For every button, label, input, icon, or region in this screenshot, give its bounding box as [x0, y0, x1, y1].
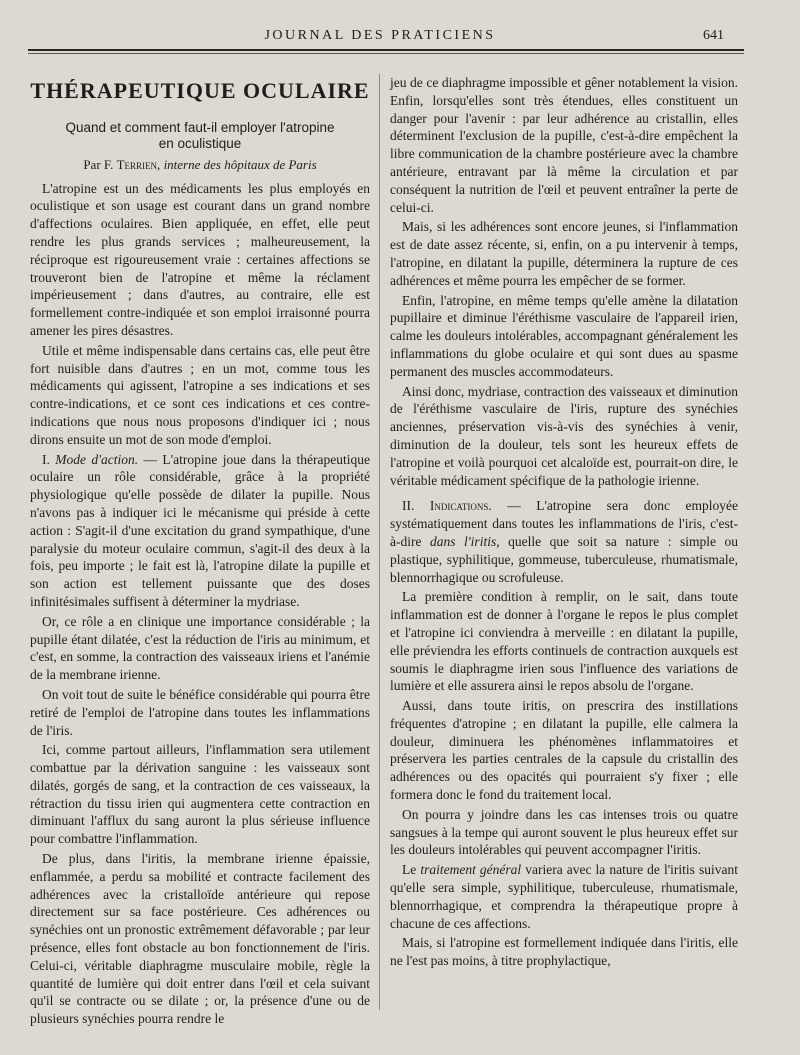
- subtitle-line-1: Quand et comment faut-il employer l'atropine: [65, 119, 335, 135]
- paragraph-traitement: [390, 861, 738, 932]
- paragraph: On pourra y joindre dans les cas intenses trois ou quatre sangsues à la tempe qui auront souvent le plus heureux effet sur les douleurs intolérables qui peuvent accompagner l'iritis.: [390, 806, 738, 858]
- paragraph: La première condition à remplir, on le sait, dans toute inflammation est de donner à l'organe le repos le plus complet et l'atropine ici conviendra à merveille : en dilatant la pupille, elle préviendra les efforts continuels de contraction auxquels est soumis le diaphragme irien sous l'influence des variations de lumière et elle assurera ainsi le repos absolu de l'organe.: [390, 589, 738, 694]
- byline-author: Terrien,: [116, 156, 161, 172]
- paragraph: Ainsi donc, mydriase, contraction des vaisseaux et diminution de l'éréthisme vasculaire de l'iris, rupture des synéchies anciennes, préservation vis-à-vis des synéchies à venir, diminution de la douleur, tels sont les heureux effets de l'atropine et voilà pourquoi cet alcaloïde est, pourrait-on dire, le véritable médicament spécifique de la pathologie irienne.: [390, 383, 738, 488]
- paragraph: De plus, dans l'iritis, la membrane irienne épaissie, enflammée, a perdu sa mobilité et contracte facilement des adhérences avec la cristalloïde antérieure qui repose directement sur sa face postérieure. Ces adhérences ou synéchies ont un pronostic extrêmement défavorable ; par leur présence, elles font obstacle au bon fonctionnement de l'iris. Celui-ci, véritable diaphragme musculaire mobile, règle la quantité de lumière qui doit entrer dans l'œil et cela suivant qu'il se contracte ou se dilate ; or, la présence d'une ou de plusieurs synéchies pourra rendre le: [30, 851, 370, 1027]
- subtitle-line-2: en oculistique: [158, 135, 242, 151]
- paragraph: Ici, comme partout ailleurs, l'inflammation sera utilement combattue par la dérivation sanguine : les vaisseaux sont dilatés, gorgés de sang, et la contraction de ces vaisseaux, la rétraction du tissu irien qui augmentera cette contraction en diminuant l'afflux du sang auront la plus sérieuse influence pour combattre l'inflammation.: [30, 742, 370, 847]
- paragraph-text: Le: [402, 862, 417, 878]
- journal-title: JOURNAL DES PRATICIENS: [264, 28, 496, 43]
- right-column: [390, 74, 738, 972]
- left-column: [30, 74, 370, 1030]
- byline-role: interne des hôpitaux de Paris: [163, 156, 317, 172]
- header-rule-thin: [28, 53, 744, 54]
- paragraph-text: variera avec la nature de l'iritis suivant qu'elle sera simple, syphilitique, tuberculeuse, rhumatismale, blennorrhagique, et comprendra la thérapeutique propre à chacune de ces affections.: [390, 862, 739, 931]
- page-number: 641: [703, 28, 724, 43]
- paragraph: Utile et même indispensable dans certains cas, elle peut être fort nuisible dans d'autres ; en un mot, comme tous les médicaments qui agissent, l'atropine a ses indications et ses contre-indications, et ce sont ces indications et ces contre-indications que nous nous proposons d'indiquer ici ; nous dirons ensuite un mot de son mode d'emploi.: [30, 342, 370, 447]
- article-subtitle: [30, 120, 370, 152]
- section-heading: Indications.: [429, 498, 492, 514]
- paragraph: Or, ce rôle a en clinique une importance considérable ; la pupille étant dilatée, c'est la réduction de l'iris au minimum, et c'est, en somme, la contraction des vaisseaux iriens et l'anémie de la membrane irienne.: [30, 613, 370, 683]
- section-number: I.: [42, 451, 50, 467]
- paragraph: Aussi, dans toute iritis, on prescrira des instillations fréquentes d'atropine ; en dilatant la pupille, elle calmera la douleur, diminuera les phénomènes inflammatoires et préservera les parties centrales de la capsule du cristallin des adhérences ou des opacités qui pourraient s'y fixer ; elle formera donc le fond du traitement local.: [390, 698, 738, 803]
- section-heading: Mode d'action.: [55, 451, 139, 467]
- paragraph: On voit tout de suite le bénéfice considérable qui pourra être retiré de l'emploi de l'atropine dans toutes les inflammations de l'iris.: [30, 686, 370, 738]
- paragraph-text: — L'atropine sera donc employée systématiquement dans toutes les inflammations de l'iris, c'est-à-dire: [390, 498, 738, 549]
- paragraph-text: quelle que soit sa nature : simple ou plastique, syphilitique, gommeuse, tuberculeuse, rhumatismale, blennorrhagique ou scrofuleuse.: [390, 533, 739, 585]
- paragraph: L'atropine est un des médicaments les plus employés en oculistique et son usage est courant dans un grand nombre d'affections oculaires. Bien appliquée, en effet, elle peut rendre les plus grands services ; malheureusement, la réciproque est rigoureusement vraie : certaines affections se trouveront bien de l'atropine et même la réclament impérieusement ; dans d'autres, au contraire, elle est formellement contre-indiquée et son emploi irraisonné pourra amener les pires désastres.: [30, 180, 370, 338]
- section-number: II.: [402, 498, 415, 514]
- column-divider: [379, 74, 380, 1010]
- paragraph: Enfin, l'atropine, en même temps qu'elle amène la dilatation pupillaire et diminue l'éréthisme vasculaire de l'appareil irien, calme les douleurs intolérables, accompagnant généralement les inflammations du globe oculaire et qui sont dues au spasme permanent des muscles accommodateurs.: [390, 292, 738, 379]
- paragraph-indications: [390, 497, 738, 586]
- emphasis-text: dans l'iritis,: [430, 533, 500, 549]
- header-rule: [28, 49, 744, 51]
- paragraph: Mais, si l'atropine est formellement indiquée dans l'iritis, elle ne l'est pas moins, à titre prophylactique,: [390, 935, 738, 969]
- paragraph: Mais, si les adhérences sont encore jeunes, si l'inflammation est de date assez récente, si, enfin, on a pu intervenir à temps, l'atropine, en dilatant la pupille, déterminera la rupture de ces adhérences et même pourra les empêcher de se former.: [390, 219, 738, 288]
- section-title: THÉRAPEUTIQUE OCULAIRE: [30, 78, 370, 103]
- paragraph-mode-action: [30, 451, 370, 611]
- byline-prefix: Par F.: [83, 156, 114, 172]
- emphasis-text: traitement général: [420, 862, 522, 878]
- paragraph: jeu de ce diaphragme impossible et gêner notablement la vision. Enfin, lorsqu'elles sont très étendues, elles constituent un danger pour l'avenir : par leur adhérence au cristallin, elles déterminent l'exclusion de la pupille, c'est-à-dire empêchent la libre communication de la chambre postérieure avec la chambre antérieure, entravant par là même la circulation et par conséquent la nutrition de l'œil et peuvent entraîner la perte de celui-ci.: [390, 75, 738, 215]
- byline: [30, 156, 370, 174]
- paragraph-text: — L'atropine joue dans la thérapeutique oculaire un rôle considérable, grâce à la propriété physiologique qu'elle possède de dilater la pupille. Nous n'avons pas à indiquer ici le mécanisme qui préside à cette action : S'agit-il d'une excitation du grand sympathique, d'une paralysie du moteur oculaire commun, s'agit-il des deux à la fois, peu importe ; le fait est là, l'atropine dilate la pupille et son action est tellement puissante que des doses infinitésimales suffisent à déterminer la mydriase.: [30, 451, 371, 609]
- running-header: [0, 22, 800, 52]
